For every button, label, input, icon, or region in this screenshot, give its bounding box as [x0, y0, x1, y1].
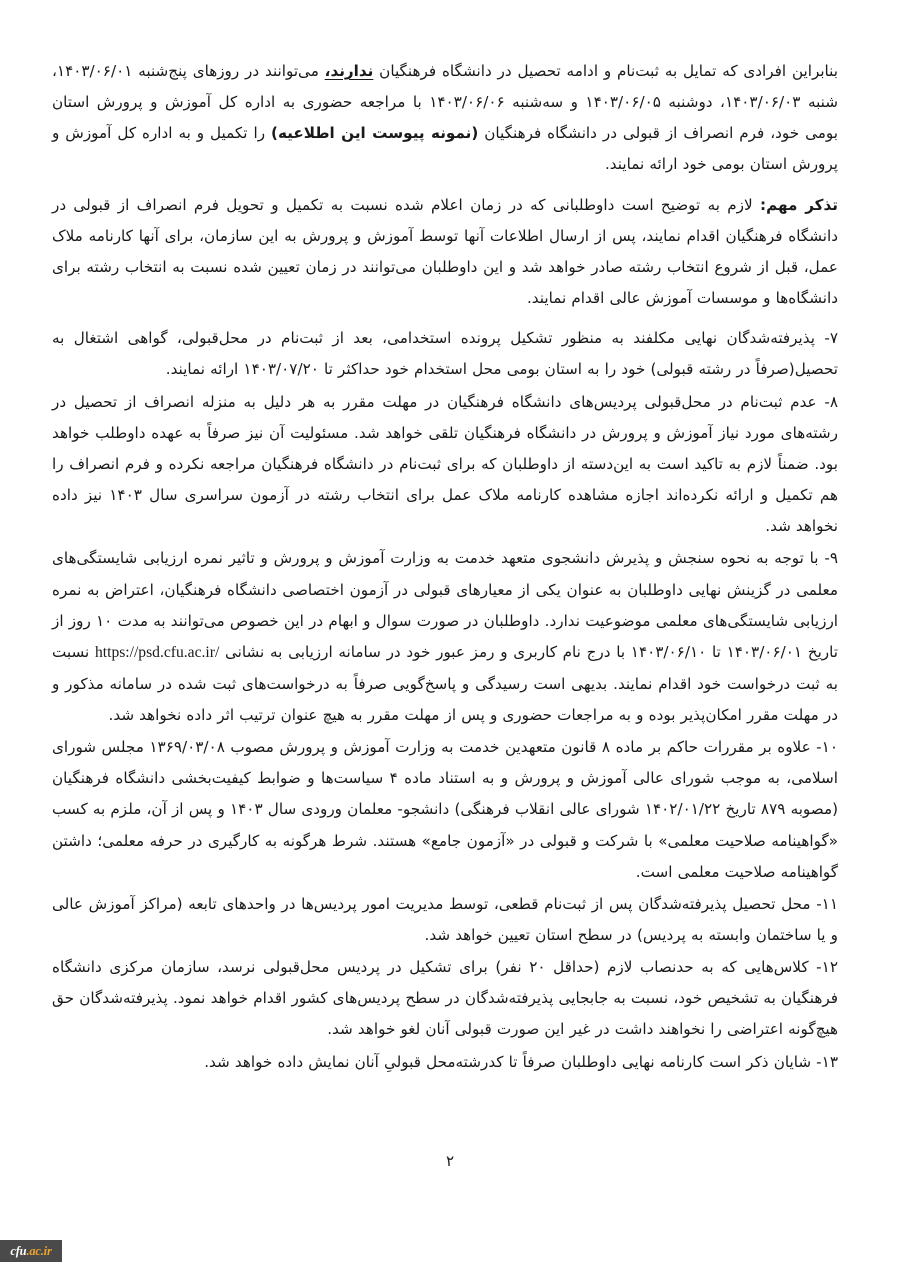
list-item-9-text-b: نسبت به ثبت درخواست خود اقدام نمایند. بدیهی است رسیدگی و پاسخ‌گویی صرفاً به درخواست‌های ثبت شده در سامانه مذکور و در مهلت مقرر امکان‌پذیر بوده و به مراجعات حضوری و پس از مهلت مقرر به هیچ عنوان ترتیب اثر داده نخواهد شد.	[52, 642, 838, 724]
list-item-12: ۱۲- کلاس‌هایی که به حدنصاب لازم (حداقل ۲۰ نفر) برای تشکیل در پردیس محل‌قبولی نرسد، سازمان مرکزی دانشگاه فرهنگیان به تشخیص خود، نسبت به جابجایی پذیرفته‌شدگان در سطح پردیس‌های کشور اقدام خواهد نمود. پذیرفته‌شدگان حق هیچ‌گونه اعتراضی را نخواهند داشت در غیر این صورت قبولی آنان لغو خواهد شد.	[52, 958, 838, 1039]
evaluation-system-url[interactable]: https://psd.cfu.ac.ir/	[94, 643, 220, 661]
site-watermark	[0, 1240, 62, 1262]
paragraph-important-notice	[52, 190, 838, 315]
list-item-10: ۱۰- علاوه بر مقررات حاکم بر ماده ۸ قانون متعهدین خدمت به وزارت آموزش و پرورش مصوب ۱۳۶۹/۰۳/۰۸ مجلس شورای اسلامی، به موجب شورای عالی آموزش و پرورش و به استناد ماده ۴ سیاست‌ها و ضوابط کیفیت‌بخشی دانشگاه فرهنگیان (مصوبه ۸۷۹ تاریخ ۱۴۰۲/۰۱/۲۲ شورای عالی انقلاب فرهنگی) دانشجو- معلمان ورودی سال ۱۴۰۳ و پس از آن، ملزم به کسب «گواهینامه صلاحیت معلمی» با شرکت و قبولی در «آزمون جامع» هستند. شرط هرگونه به کارگیری در حرفه معلمی؛ داشتن گواهینامه صلاحیت معلمی است.	[52, 738, 839, 881]
paragraph-intro	[52, 56, 838, 181]
list-item-8: ۸- عدم ثبت‌نام در محل‌قبولی پردیس‌های دانشگاه فرهنگیان در مهلت مقرر به هر دلیل به منزله انصراف از تحصیل در رشته‌های مورد نیاز آموزش و پرورش در دانشگاه فرهنگیان تلقی خواهد شد. مسئولیت آن نیز صرفاً به عهده داوطلب خواهد بود. ضمناً لازم به تاکید است به این‌دسته از داوطلبان که برای ثبت‌نام در دانشگاه فرهنگیان مراجعه نکرده و فرم انصراف را هم تکمیل و ارائه نکرده‌اند اجازه مشاهده کارنامه ملاک عمل برای انتخاب رشته در آزمون سراسری سال ۱۴۰۳ نیز داده نخواهد شد.	[52, 392, 839, 536]
paragraph-intro-text-b: می‌توانند در روزهای پنج‌شنبه ۱۴۰۳/۰۶/۰۱، شنبه ۱۴۰۳/۰۶/۰۳، دوشنبه ۱۴۰۳/۰۶/۰۵ و سه‌شنبه ۱۴۰۳/۰۶/۰۶ با مراجعه حضوری به اداره کل آموزش و پرورش استان بومی خود، فرم انصراف از قبولی در دانشگاه فرهنگیان	[52, 62, 838, 143]
list-item-11: ۱۱- محل تحصیل پذیرفته‌شدگان پس از ثبت‌نام قطعی، توسط مدیریت امور پردیس‌ها در واحدهای تابعه (مراکز آموزش عالی و یا ساختمان وابسته به پردیس) در سطح استان تعیین خواهد شد.	[52, 894, 838, 945]
nadarand-emphasis: ندارند،	[324, 62, 374, 80]
list-item-13: ۱۳- شایان ذکر است کارنامه نهایی داوطلبان صرفاً تا کدرشته‌محل قبولیِ آنان نمایش داده خواهد شد.	[204, 1052, 838, 1071]
watermark-domain: .ac.ir	[26, 1243, 52, 1258]
important-notice-text: لازم به توضیح است داوطلبانی که در زمان اعلام شده نسبت به تکمیل و تحویل فرم انصراف از قبولی در دانشگاه فرهنگیان اقدام نمایند، پس از ارسال اطلاعات آنها توسط آموزش و پرورش به این سازمان، برای آنها کارنامه ملاک عمل، قبل از شروع انتخاب رشته صادر خواهد شد و این داوطلبان می‌توانند در زمان تعیین شده نسبت به انتخاب رشته برای دانشگاه‌ها و موسسات آموزش عالی اقدام نمایند.	[52, 195, 838, 308]
list-item-9-text-a: ۹- با توجه به نحوه سنجش و پذیرش دانشجوی متعهد خدمت به وزارت آموزش و پرورش و تاثیر نمره ارزیابی شایستگی‌های معلمی در گزینش نهایی داوطلبان به عنوان یکی از معیارهای قبولی در آزمون اختصاصی دانشگاه فرهنگیان، اعتراض به نمره ارزیابی شایستگی‌های معلمی موضوعیت ندارد. داوطلبان در صورت سوال و ابهام در این خصوص می‌توانند به مدت ۱۰ روز از تاریخ ۱۴۰۳/۰۶/۰۱ تا ۱۴۰۳/۰۶/۱۰ با درج نام کاربری و رمز عبور خود در سامانه ارزیابی به نشانی	[52, 549, 839, 661]
document-body	[52, 56, 838, 1079]
paragraph-intro-text-c: را تکمیل و به اداره کل آموزش و پرورش استان بومی خود ارائه نمایند.	[52, 124, 838, 174]
attachment-sample-emphasis: (نمونه پیوست این اطلاعیه)	[271, 124, 479, 143]
list-item-7: ۷- پذیرفته‌شدگان نهایی مکلفند به منظور تشکیل پرونده استخدامی، بعد از ثبت‌نام در محل‌قبولی، گواهی اشتغال به تحصیل(صرفاً در رشته قبولی) خود را به استان بومی محل استخدام خود حداکثر تا ۱۴۰۳/۰۷/۲۰ ارائه نمایند.	[52, 329, 838, 379]
paragraph-intro-text-a: بنابراین افرادی که تمایل به ثبت‌نام و ادامه تحصیل در دانشگاه فرهنگیان	[373, 62, 838, 80]
watermark-name: cfu	[10, 1243, 27, 1258]
important-notice-label: تذکر مهم:	[760, 195, 838, 214]
page-number: ۲	[445, 1152, 455, 1170]
list-item-9	[52, 543, 838, 731]
